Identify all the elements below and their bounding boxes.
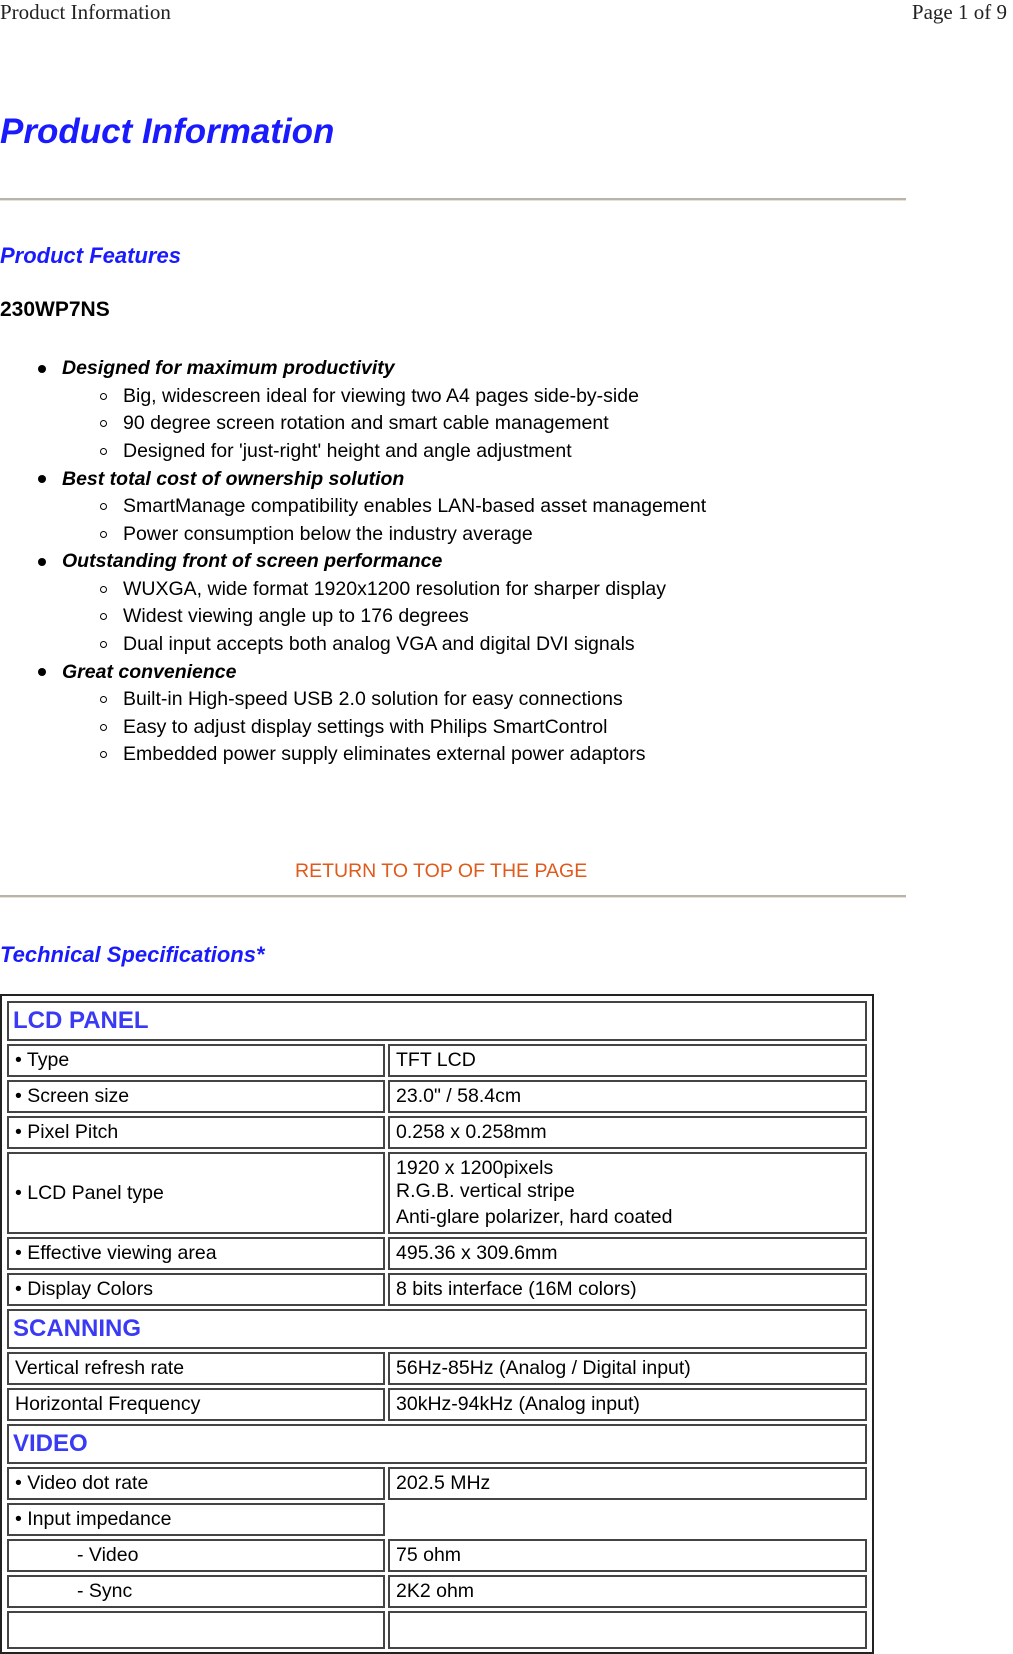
circle-bullet-icon: [100, 503, 107, 510]
table-row: [7, 1503, 867, 1536]
page-number: Page 1 of 9: [911, 0, 1007, 24]
spec-value: 8 bits interface (16M colors): [388, 1273, 867, 1306]
spec-value: 75 ohm: [388, 1539, 867, 1572]
divider: [0, 895, 906, 898]
circle-bullet-icon: [100, 393, 107, 400]
spec-label: • Video dot rate: [7, 1467, 385, 1500]
table-row: [7, 1152, 867, 1234]
model-name: 230WP7NS: [0, 298, 110, 321]
feature-heading: Great convenience: [62, 660, 237, 683]
section-title-lcd-panel: LCD PANEL: [7, 1001, 867, 1041]
spec-value: 202.5 MHz: [388, 1467, 867, 1500]
spec-label: • LCD Panel type: [7, 1152, 385, 1234]
table-row: [7, 1080, 867, 1113]
table-row: [7, 1237, 867, 1270]
feature-heading: Best total cost of ownership solution: [62, 467, 405, 490]
table-row: [7, 1116, 867, 1149]
spec-value-line: R.G.B. vertical stripe: [396, 1180, 575, 1202]
feature-item: Embedded power supply eliminates external power adaptors: [123, 743, 646, 766]
feature-item: Dual input accepts both analog VGA and digital DVI signals: [123, 632, 635, 655]
specs-heading: Technical Specifications*: [0, 942, 265, 967]
table-row: [7, 1611, 867, 1649]
circle-bullet-icon: [100, 531, 107, 538]
feature-item: 90 degree screen rotation and smart cable management: [123, 412, 609, 435]
table-row: [7, 1044, 867, 1077]
bullet-icon: [38, 365, 46, 373]
section-title-video: VIDEO: [7, 1424, 867, 1464]
spec-value: [388, 1152, 867, 1234]
specs-table: [4, 998, 870, 1652]
spec-label: • Screen size: [7, 1080, 385, 1113]
table-row: [7, 1352, 867, 1385]
bullet-icon: [38, 668, 46, 676]
spec-label: Horizontal Frequency: [7, 1388, 385, 1421]
spec-label: - Sync: [7, 1575, 385, 1608]
spec-value: 30kHz-94kHz (Analog input): [388, 1388, 867, 1421]
table-row: [7, 1273, 867, 1306]
return-to-top-link[interactable]: RETURN TO TOP OF THE PAGE: [295, 860, 588, 882]
table-row: [7, 1539, 867, 1572]
table-row: [7, 1309, 867, 1349]
divider: [0, 198, 906, 201]
spec-label: • Display Colors: [7, 1273, 385, 1306]
feature-group: [0, 548, 900, 658]
spec-label: - Video: [7, 1539, 385, 1572]
bullet-icon: [38, 558, 46, 566]
circle-bullet-icon: [100, 724, 107, 731]
circle-bullet-icon: [100, 641, 107, 648]
spec-label: • Type: [7, 1044, 385, 1077]
table-row: [7, 1424, 867, 1464]
spec-value: TFT LCD: [388, 1044, 867, 1077]
spec-value-line: Anti-glare polarizer, hard coated: [396, 1206, 673, 1228]
feature-item: Big, widescreen ideal for viewing two A4 pages side-by-side: [123, 384, 639, 407]
feature-group: [0, 465, 900, 548]
circle-bullet-icon: [100, 751, 107, 758]
table-row: [7, 1467, 867, 1500]
spec-value-line: 1920 x 1200pixels: [396, 1157, 554, 1179]
bullet-icon: [38, 475, 46, 483]
spec-label: • Input impedance: [7, 1503, 385, 1536]
feature-item: Power consumption below the industry average: [123, 522, 533, 545]
circle-bullet-icon: [100, 448, 107, 455]
spec-label-empty: [7, 1611, 385, 1649]
feature-item: Widest viewing angle up to 176 degrees: [123, 605, 469, 628]
feature-item: Built-in High-speed USB 2.0 solution for easy connections: [123, 688, 623, 711]
table-row: [7, 1388, 867, 1421]
spec-value: 2K2 ohm: [388, 1575, 867, 1608]
table-row: [7, 1575, 867, 1608]
feature-group: [0, 355, 900, 465]
feature-item: Designed for 'just-right' height and angle adjustment: [123, 439, 572, 462]
spec-value-empty: [388, 1611, 867, 1649]
spec-value: 56Hz-85Hz (Analog / Digital input): [388, 1352, 867, 1385]
circle-bullet-icon: [100, 696, 107, 703]
specs-table-frame: [0, 994, 874, 1654]
spec-value: 0.258 x 0.258mm: [388, 1116, 867, 1149]
feature-heading: Outstanding front of screen performance: [62, 550, 443, 573]
feature-item: WUXGA, wide format 1920x1200 resolution for sharper display: [123, 577, 667, 600]
section-title-scanning: SCANNING: [7, 1309, 867, 1349]
spec-label: • Pixel Pitch: [7, 1116, 385, 1149]
spec-label: Vertical refresh rate: [7, 1352, 385, 1385]
feature-group: [0, 658, 900, 768]
feature-item: SmartManage compatibility enables LAN-based asset management: [123, 495, 707, 518]
feature-heading: Designed for maximum productivity: [62, 357, 395, 380]
circle-bullet-icon: [100, 586, 107, 593]
spec-value: 23.0" / 58.4cm: [388, 1080, 867, 1113]
spec-label: • Effective viewing area: [7, 1237, 385, 1270]
circle-bullet-icon: [100, 420, 107, 427]
features-heading: Product Features: [0, 243, 181, 268]
page-title: Product Information: [0, 112, 335, 151]
page-header-title: Product Information: [0, 0, 171, 24]
table-row: [7, 1001, 867, 1041]
feature-item: Easy to adjust display settings with Philips SmartControl: [123, 715, 608, 738]
spec-value-empty: [388, 1503, 867, 1536]
circle-bullet-icon: [100, 613, 107, 620]
features-list: [0, 355, 900, 769]
spec-value: 495.36 x 309.6mm: [388, 1237, 867, 1270]
